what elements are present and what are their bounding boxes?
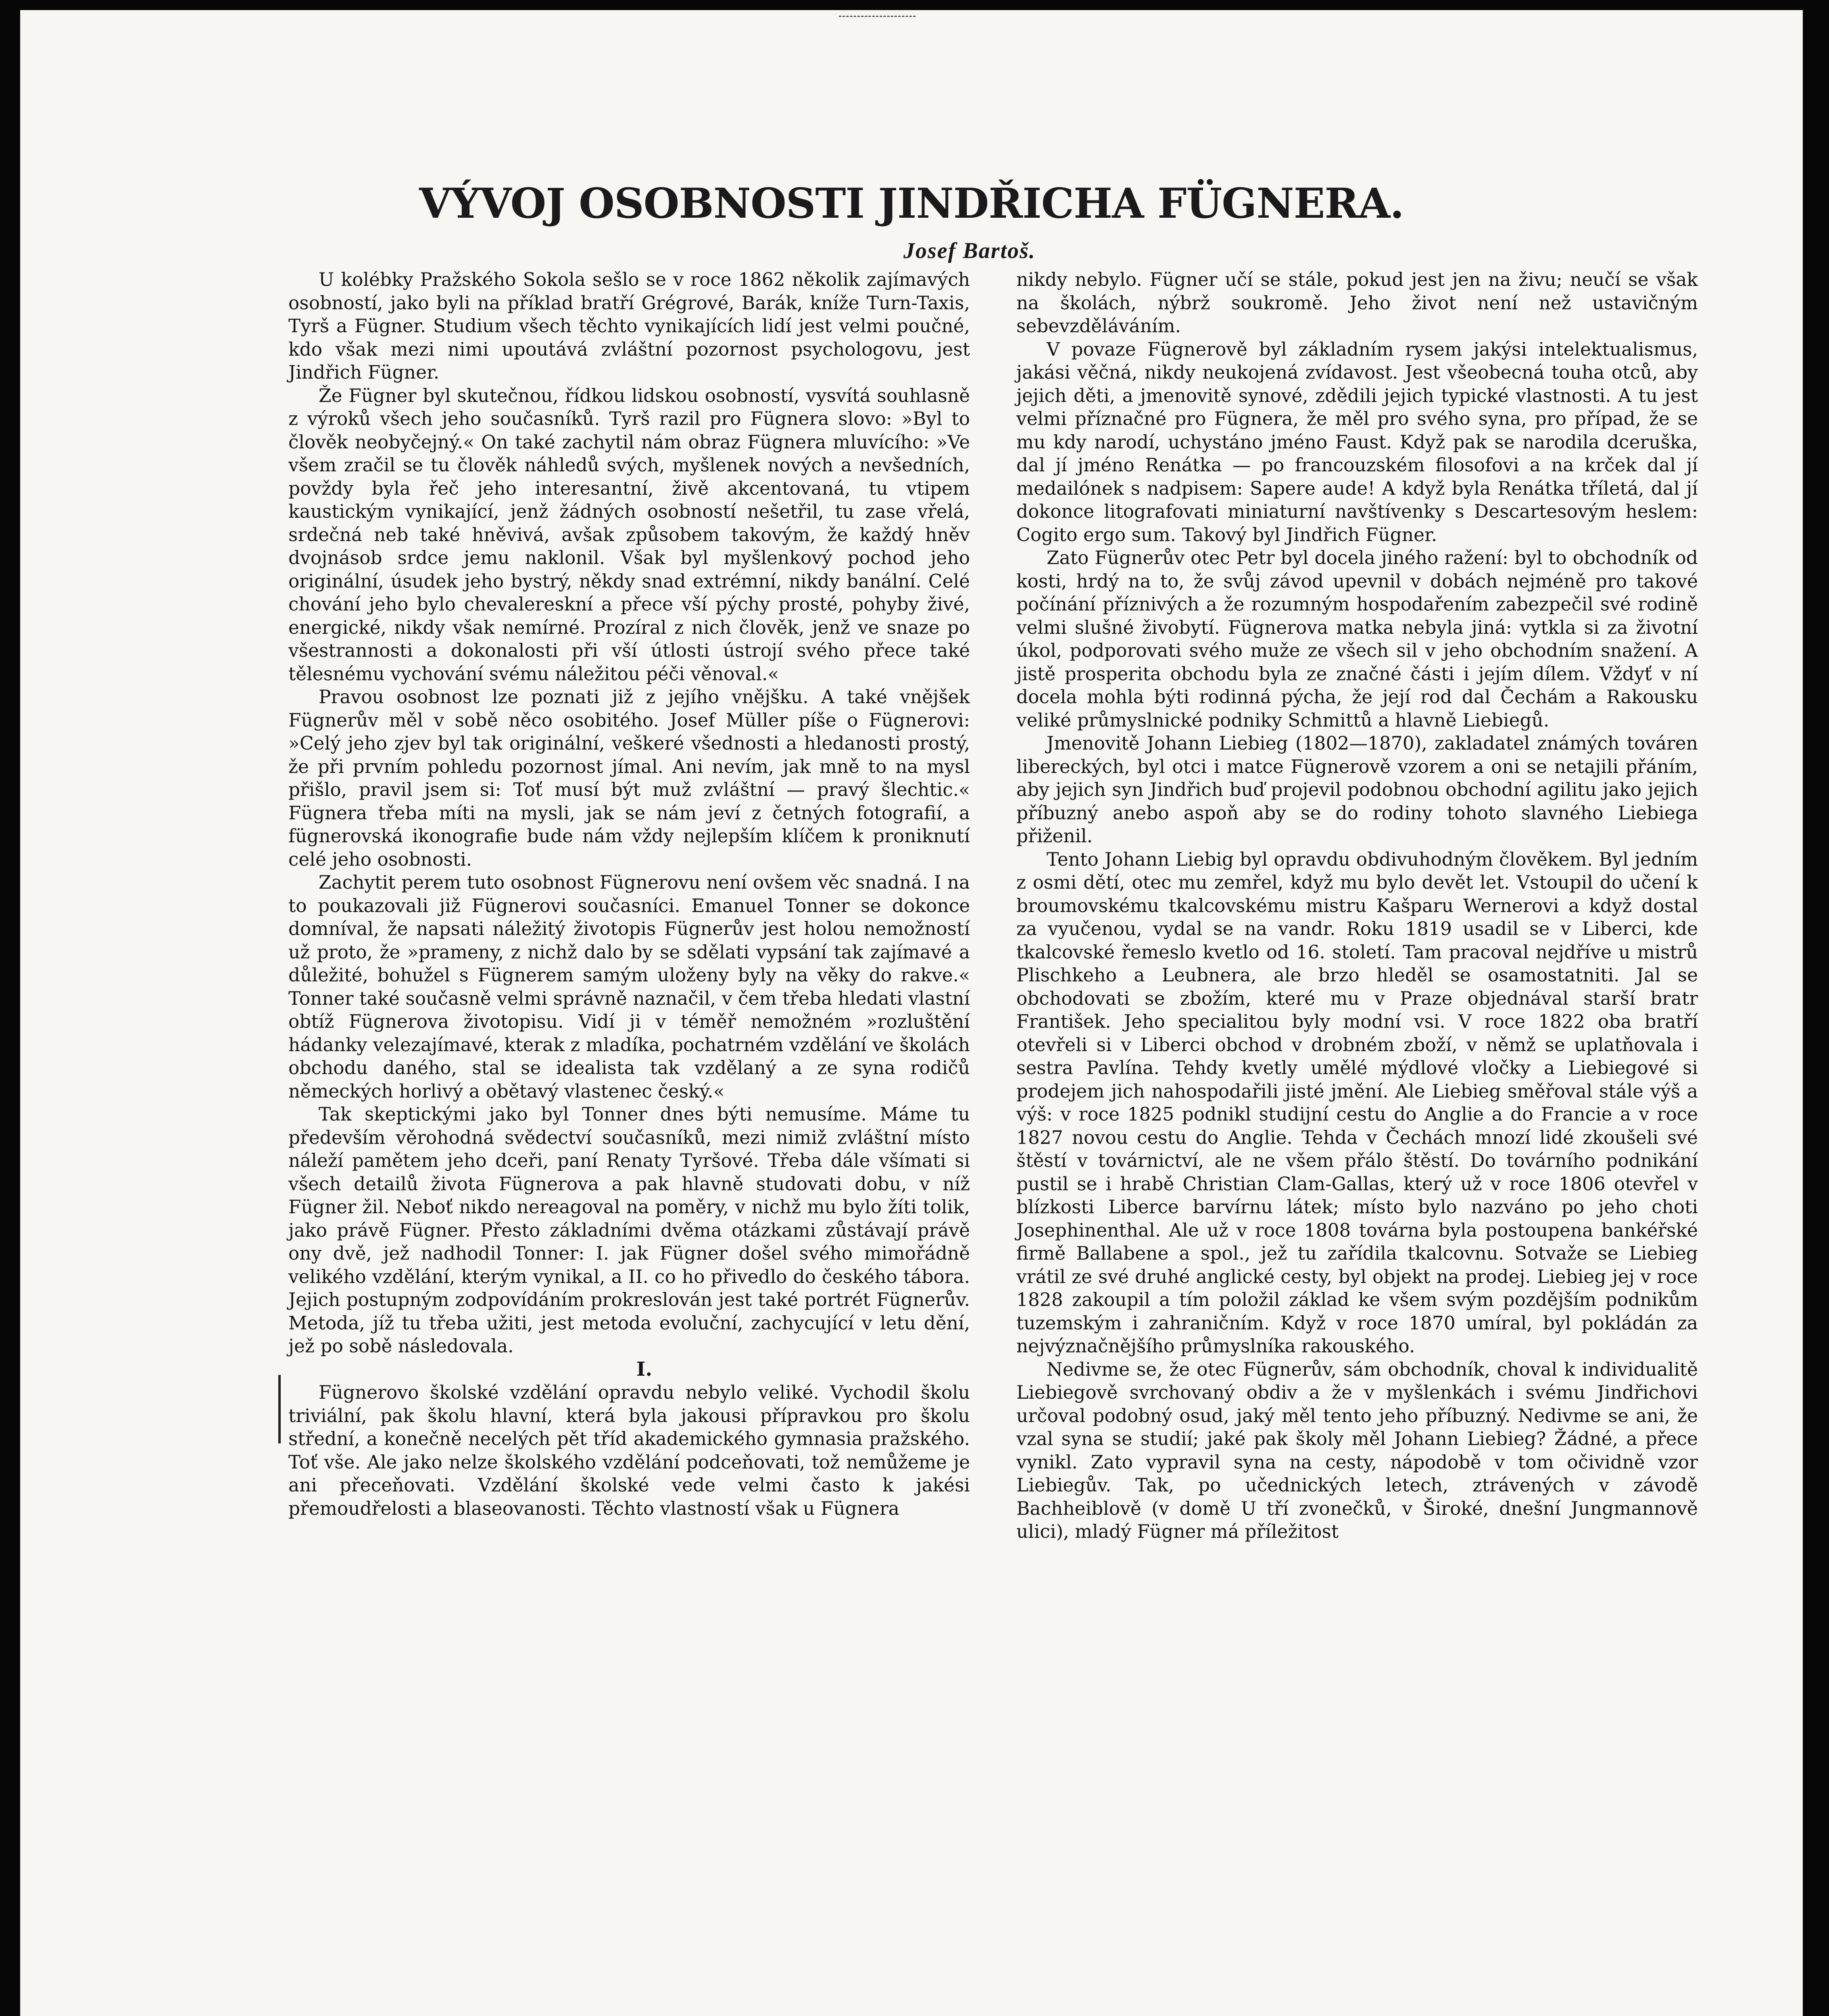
- right-column: [1016, 268, 1698, 1543]
- paragraph: Zachytit perem tuto osobnost Fügnerovu není ovšem věc snadná. I na to poukazovali již Fügnerovi současníci. Emanuel Tonner se dokonce domníval, že napsati náležitý životopis Fügnerův jest holou nemožností už proto, že »prameny, z nichž dalo by se sdělati vypsání tak zajímavé a důležité, bohužel s Fügnerem samým uloženy byly na věky do rakve.« Tonner také současně velmi správně naznačil, v čem třeba hledati vlastní obtíž Fügnerova životopisu. Vidí ji v téměř nemožném »rozluštění hádanky velezajímavé, kterak z mladíka, pochatrném vzdělání ve školách obchodu daného, stal se idealista tak vzdělaný a ze syna rodičů německých horlivý a obětavý vlastenec český.«: [288, 872, 970, 1102]
- paragraph: Pravou osobnost lze poznati již z jejího vnějšku. A také vnějšek Fügnerův měl v sobě něco osobitého. Josef Müller píše o Fügnerovi: »Celý jeho zjev byl tak originální, veškeré všednosti a hledanosti prostý, že při prvním pohledu pozornost jímal. Ani nevím, jak mně to na mysl přišlo, pravil jsem si: Toť musí být muž zvláštní — pravý šlechtic.« Fügnera třeba míti na mysli, jak se nám jeví z četných fotografií, a fügnerovská ikonografie bude nám vždy nejlepším klíčem k proniknutí celé jeho osobnosti.: [288, 686, 970, 870]
- section-heading: I.: [636, 1358, 653, 1381]
- paragraph: U kolébky Pražského Sokola sešlo se v roce 1862 několik zajímavých osobností, jako byli na příklad bratří Grégrové, Barák, kníže Turn-Taxis, Tyrš a Fügner. Studium všech těchto vynikajících lidí jest velmi poučné, kdo však mezi nimi upoutává zvláštní pozornost psychologovu, jest Jindřich Fügner.: [288, 269, 970, 383]
- paragraph: Tento Johann Liebig byl opravdu obdivuhodným člověkem. Byl jedním z osmi dětí, otec mu zemřel, když mu bylo devět let. Vstoupil do učení k broumovskému tkalcovskému mistru Kašparu Wernerovi a když dostal za vyučenou, vydal se na vandr. Roku 1819 usadil se v Liberci, kde tkalcovské řemeslo kvetlo od 16. století. Tam pracoval nejdříve u mistrů Plischkeho a Leubnera, ale brzo hleděl se osamostatniti. Jal se obchodovati se zbožím, které mu v Praze objednával starší bratr František. Jeho specialitou byly modní vsi. V roce 1822 oba bratří otevřeli si v Liberci obchod v drobném zboží, v němž se uplatňovala i sestra Pavlína. Tehdy kvetly umělé mýdlové vločky a Liebiegové si prodejem jich nahospodařili jisté jmění. Ale Liebieg směřoval stále výš a výš: v roce 1825 podnikl studijní cestu do Anglie a do Francie a v roce 1827 novou cestu do Anglie. Tehda v Čechách mnozí lidé zkoušeli své štěstí v továrnictví, ale ne všem přálo štěstí. Do továrního podnikání pustil se i hrabě Christian Clam-Gallas, který už v roce 1806 otevřel v blízkosti Liberce barvírnu látek; místo bylo nazváno po jeho choti Josephinenthal. Ale už v roce 1808 továrna byla postoupena bankéřské firmě Ballabene a spol., jež tu zařídila tkalcovnu. Sotvaže se Liebieg vrátil ze své druhé anglické cesty, byl objekt na prodej. Liebieg jej v roce 1828 zakoupil a tím položil základ ke všem svým pozdějším podnikům tuzemským i zahraničním. Když v roce 1870 umíral, byl pokládán za nejvýznačnějšího průmyslníka rakouského.: [1016, 848, 1698, 1357]
- article-author: Josef Bartoš.: [903, 238, 1036, 263]
- margin-line: [278, 1375, 281, 1443]
- paragraph: Zato Fügnerův otec Petr byl docela jiného ražení: byl to obchodník od kosti, hrdý na to, že svůj závod upevnil v dobách nejméně pro takové počínání příznivých a že rozumným hospodařením zabezpečil své rodině velmi slušné živobytí. Fügnerova matka nebyla jiná: vytkla si za životní úkol, podporovati svého muže ze všech sil v jeho obchodním snažení. A jistě prosperita obchodu byla ze značné části i jejím dílem. Vždyť v ní docela mohla býti rodinná pýcha, že její rod dal Čechám a Rakousku veliké průmyslnické podniky Schmittů a hlavně Liebiegů.: [1016, 547, 1698, 731]
- paragraph: Nedivme se, že otec Fügnerův, sám obchodník, choval k individualitě Liebiegově svrchovaný obdiv a že v myšlenkách i svému Jindřichovi určoval podobný osud, jaký měl tento jeho příbuzný. Nedivme se ani, že vzal syna se studií; jaké pak školy měl Johann Liebieg? Žádné, a přece vynikl. Zato vypravil syna na cesty, nápodobě v tom očividně vzor Liebiegův. Tak, po učednických letech, ztrávených v závodě Bachheiblově (v domě U tří zvonečků, v Široké, dnešní Jungmannově ulici), mladý Fügner má příležitost: [1016, 1358, 1698, 1542]
- document-page: [20, 10, 1803, 2016]
- paragraph: Jmenovitě Johann Liebieg (1802—1870), zakladatel známých továren libereckých, byl otci i matce Fügnerově vzorem a oni se netajili přáním, aby jejich syn Jindřich buď projevil podobnou obchodní agilitu jako jejich příbuzný anebo aspoň aby se do rodiny tohoto slavného Liebiega přiženil.: [1016, 733, 1698, 847]
- article-title: VÝVOJ OSOBNOSTI JINDŘICHA FÜGNERA.: [419, 179, 1404, 228]
- paragraph: Tak skeptickými jako byl Tonner dnes býti nemusíme. Máme tu především věrohodná svědectví současníků, mezi nimiž zvláštní místo náleží pamětem jeho dceři, paní Renaty Tyršové. Třeba dále všímati si všech detailů života Fügnerova a pak hlavně studovati dobu, v níž Fügner žil. Neboť nikdo nereagoval na poměry, v nichž mu bylo žíti tolik, jako právě Fügner. Přesto základními dvěma otázkami zůstávají právě ony dvě, jež nadhodil Tonner: I. jak Fügner došel svého mimořádně velikého vzdělání, kterým vynikal, a II. co ho přivedlo do českého tábora. Jejich postupným zodpovídáním prokreslován jest také portrét Fügnerův. Metoda, jíž tu třeba užiti, jest metoda evoluční, zachycující v letu dění, jež po sobě následovala.: [288, 1104, 970, 1357]
- scan-mark: [839, 10, 916, 17]
- paragraph: Fügnerovo školské vzdělání opravdu nebylo veliké. Vychodil školu triviální, pak školu hlavní, která byla jakousi přípravkou pro školu střední, a konečně necelých pět tříd akademického gymnasia pražského. Toť vše. Ale jako nelze školského vzdělání podceňovati, tož nemůžeme je ani přeceňovati. Vzdělání školské vede velmi často k jakési přemoudřelosti a blaseovanosti. Těchto vlastností však u Fügnera: [288, 1382, 970, 1519]
- paragraph: V povaze Fügnerově byl základním rysem jakýsi intelektualismus, jakási věčná, nikdy neukojená zvídavost. Jest všeobecná touha otců, aby jejich děti, a jmenovitě synové, zdědili jejich typické vlastnosti. A tu jest velmi příznačné pro Fügnera, že měl pro svého syna, pro případ, že se mu kdy narodí, uchystáno jméno Faust. Když pak se narodila dceruška, dal jí jméno Renátka — po francouzském filosofovi a na krček dal jí medailónek s nadpisem: Sapere aude! A když byla Renátka tříletá, dal jí dokonce litografovati miniaturní navštívenky s Descartesovým heslem: Cogito ergo sum. Takový byl Jindřich Fügner.: [1016, 338, 1698, 546]
- left-column: [288, 268, 970, 1520]
- paragraph: nikdy nebylo. Fügner učí se stále, pokud jest jen na živu; neučí se však na školách, nýbrž soukromě. Jeho život není než ustavičným sebevzděláváním.: [1016, 269, 1698, 337]
- paragraph: Že Fügner byl skutečnou, řídkou lidskou osobností, vysvítá souhlasně z výroků všech jeho současníků. Tyrš razil pro Fügnera slovo: »Byl to člověk neobyčejný.« On také zachytil nám obraz Fügnera mluvícího: »Ve všem zračil se tu člověk náhledů svých, myšlenek nových a nevšedních, povždy byla řeč jeho interesantní, živě akcentovaná, tu vtipem kaustickým vynikající, jenž žádných osobností nešetřil, tu zase vřelá, srdečná neb také hněvivá, avšak způsobem takovým, že každý hněv dvojnásob srdce jemu naklonil. Však byl myšlenkový pochod jeho originální, úsudek jeho bystrý, někdy snad extrémní, nikdy banální. Celé chování jeho bylo chevalereskní a přece vší pýchy prosté, pohyby živé, energické, nikdy však nemírné. Prozíral z nich člověk, jenž ve snaze po všestrannosti a dokonalosti při vší útlosti ústrojí svého přece také tělesnému vychování svému náležitou péči věnoval.«: [288, 385, 970, 685]
